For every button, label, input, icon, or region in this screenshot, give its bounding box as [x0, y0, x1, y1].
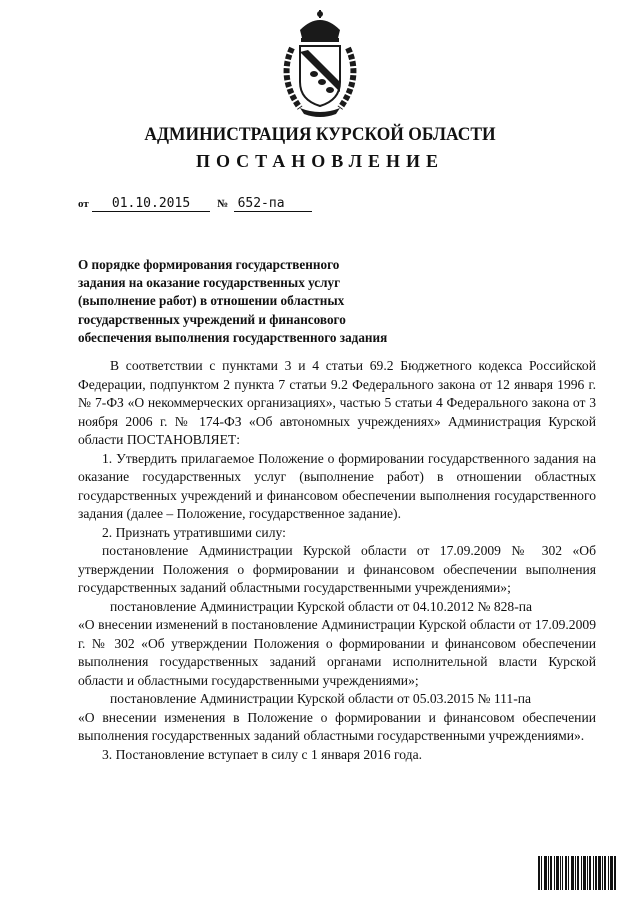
repeal-3-first-line: постановление Администрации Курской области от 05.03.2015 № 111-па: [110, 691, 532, 706]
coat-of-arms-icon: [270, 8, 370, 120]
number-value: 652-па: [234, 197, 312, 212]
subject-line: задания на оказание государственных услуг: [78, 275, 341, 291]
subject-line: обеспечения выполнения государственного задания: [78, 329, 388, 345]
organization-title: АДМИНИСТРАЦИЯ КУРСКОЙ ОБЛАСТИ: [144, 124, 496, 145]
item-1-paragraph: 1. Утвердить прилагаемое Положение о формировании государственного задания на оказание государственных услуг (выполнение работ) в отношении областных государственных учреждений и финансовом обеспечении выполнения государственного задания (далее – Положение, государственное задание).: [78, 450, 596, 521]
item-2-paragraph: 2. Признать утратившими силу:: [102, 524, 286, 540]
subject-line: (выполнение работ) в отношении областных: [78, 293, 345, 309]
number-label: №: [217, 198, 229, 210]
subject-line: государственных учреждений и финансового: [78, 311, 346, 327]
date-value: 01.10.2015: [92, 197, 210, 212]
barcode-icon: [538, 856, 616, 890]
document-type-title: ПОСТАНОВЛЕНИЕ: [195, 151, 445, 171]
repeal-1-paragraph: постановление Администрации Курской области от 17.09.2009 № 302 «Об утверждении Положения о формировании и финансовом обеспечении выполнения государственных заданий областными государственными учреждениями»;: [78, 543, 596, 595]
date-number-line: [78, 195, 312, 212]
document-body: [78, 357, 596, 764]
item-3-paragraph: 3. Постановление вступает в силу с 1 января 2016 года.: [102, 746, 422, 762]
subject-line: О порядке формирования государственного: [78, 257, 340, 272]
document-subject: [78, 256, 438, 347]
repeal-3-paragraph: «О внесении изменения в Положение о формировании и финансовом обеспечении выполнения государственных заданий областными государственными учреждениями».: [78, 709, 596, 743]
repeal-2-paragraph: «О внесении изменений в постановление Администрации Курской области от 17.09.2009 г. № 302 «Об утверждении Положения о формировании и финансовом обеспечении выполнения государственных заданий органами исполнительной власти Курской области и областными государственными учреждениями»;: [78, 617, 596, 688]
repeal-2-first-line: постановление Администрации Курской области от 04.10.2012 № 828-па: [110, 598, 533, 614]
preamble-paragraph: В соответствии с пунктами 3 и 4 статьи 69.2 Бюджетного кодекса Российской Федерации, подпунктом 2 пункта 7 статьи 9.2 Федерального закона от 12 января 1996 г. № 7-ФЗ «О некоммерческих организациях», частью 5 статьи 4 Федерального закона от 3 ноября 2006 г. № 174-ФЗ «Об автономных учреждениях» Администрация Курской области ПОСТАНОВЛЯЕТ:: [78, 358, 596, 447]
date-label: от: [78, 198, 89, 210]
